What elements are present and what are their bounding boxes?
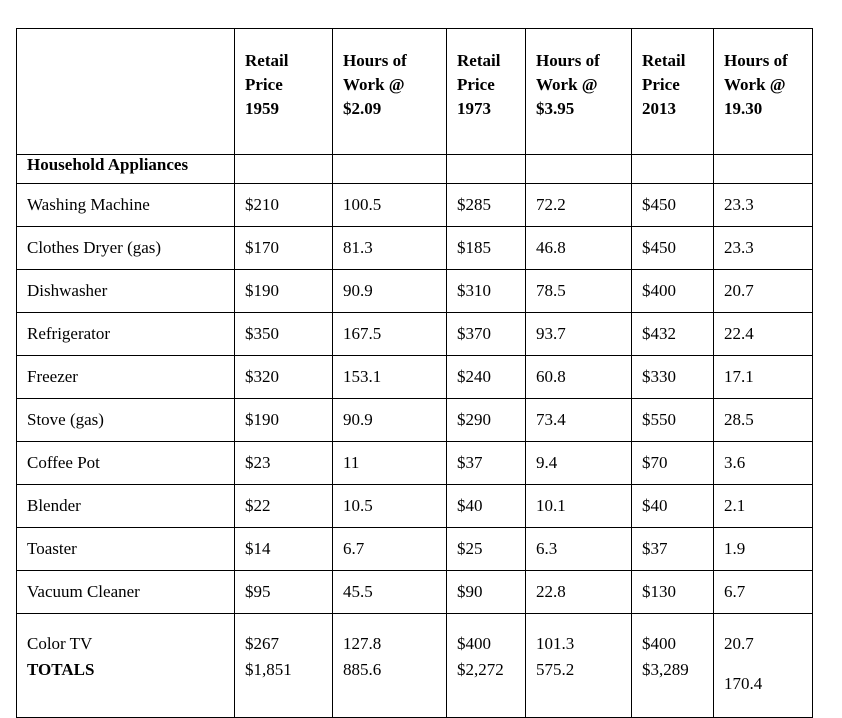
total-value: 575.2 [536,660,575,679]
section-row [17,155,813,184]
table-cell: 93.7 [526,313,632,356]
table-row [17,571,813,614]
table-cell: 90.9 [333,399,447,442]
table-cell: $210 [235,184,333,227]
table-cell [526,614,632,718]
table-cell: $310 [447,270,526,313]
appliance-name-cell: Dishwasher [17,270,235,313]
table-cell: 6.3 [526,528,632,571]
table-cell: $23 [235,442,333,485]
table-cell: $70 [632,442,714,485]
cell-value: $400 [642,634,676,653]
table-cell: $190 [235,399,333,442]
table-cell: $37 [447,442,526,485]
table-cell [235,614,333,718]
header-hours-work-2013: Hours of Work @ 19.30 [714,29,813,155]
appliance-name-cell [17,614,235,718]
empty-cell [447,155,526,184]
cell-value: $400 [457,634,491,653]
appliance-price-table [16,28,813,718]
table-cell: 81.3 [333,227,447,270]
header-corner-cell [17,29,235,155]
table-cell: 22.8 [526,571,632,614]
table-cell: 167.5 [333,313,447,356]
table-cell: 6.7 [333,528,447,571]
table-cell: 28.5 [714,399,813,442]
total-value: 170.4 [724,674,763,693]
table-cell [714,614,813,718]
appliance-name-cell: Vacuum Cleaner [17,571,235,614]
header-row [17,29,813,155]
header-retail-price-2013: Retail Price 2013 [632,29,714,155]
cell-value: $267 [245,634,279,653]
table-cell: 22.4 [714,313,813,356]
table-cell: 10.5 [333,485,447,528]
appliance-name-cell: Washing Machine [17,184,235,227]
table-cell [447,614,526,718]
table-cell: 20.7 [714,270,813,313]
header-retail-price-1973: Retail Price 1973 [447,29,526,155]
table-cell: 46.8 [526,227,632,270]
table-cell: $185 [447,227,526,270]
cell-value: 20.7 [724,634,754,653]
table-row [17,184,813,227]
table-cell: 11 [333,442,447,485]
table-cell: $330 [632,356,714,399]
table-cell: $95 [235,571,333,614]
table-row [17,399,813,442]
table-cell: 6.7 [714,571,813,614]
table-cell: 153.1 [333,356,447,399]
empty-cell [526,155,632,184]
table-cell: 3.6 [714,442,813,485]
table-cell: $90 [447,571,526,614]
table-row [17,528,813,571]
table-cell: 72.2 [526,184,632,227]
table-cell: $22 [235,485,333,528]
totals-label: TOTALS [27,660,95,679]
table-cell: 45.5 [333,571,447,614]
appliance-name-cell: Stove (gas) [17,399,235,442]
table-cell: $550 [632,399,714,442]
table-cell: 73.4 [526,399,632,442]
appliance-name-cell: Toaster [17,528,235,571]
appliance-name-cell: Clothes Dryer (gas) [17,227,235,270]
table-cell: $285 [447,184,526,227]
header-retail-price-1959: Retail Price 1959 [235,29,333,155]
table-cell: 17.1 [714,356,813,399]
table-cell: $350 [235,313,333,356]
total-value: $3,289 [642,660,689,679]
table-cell: 100.5 [333,184,447,227]
table-cell: $400 [632,270,714,313]
table-cell: $25 [447,528,526,571]
table-cell: $170 [235,227,333,270]
table-cell: $290 [447,399,526,442]
table-cell [632,614,714,718]
appliance-name-cell: Coffee Pot [17,442,235,485]
total-value: $2,272 [457,660,504,679]
table-cell: $40 [632,485,714,528]
table-row [17,227,813,270]
cell-value: 101.3 [536,634,575,653]
total-value: 885.6 [343,660,382,679]
header-hours-work-1959: Hours of Work @ $2.09 [333,29,447,155]
table-cell: $320 [235,356,333,399]
table-row [17,270,813,313]
table-cell: 60.8 [526,356,632,399]
empty-cell [333,155,447,184]
table-cell: $40 [447,485,526,528]
empty-cell [235,155,333,184]
table-cell: $190 [235,270,333,313]
table-row [17,356,813,399]
table-cell: 90.9 [333,270,447,313]
section-label: Household Appliances [17,155,235,184]
table-cell: 10.1 [526,485,632,528]
appliance-name: Color TV [27,634,93,653]
table-cell: $37 [632,528,714,571]
empty-cell [714,155,813,184]
table-cell: $14 [235,528,333,571]
appliance-name-cell: Blender [17,485,235,528]
appliance-name-cell: Refrigerator [17,313,235,356]
table-row [17,442,813,485]
table-row [17,313,813,356]
table-cell: $370 [447,313,526,356]
table-row-color-tv-totals [17,614,813,718]
table-cell: 78.5 [526,270,632,313]
table-cell: 2.1 [714,485,813,528]
appliance-name-cell: Freezer [17,356,235,399]
header-hours-work-1973: Hours of Work @ $3.95 [526,29,632,155]
total-value: $1,851 [245,660,292,679]
table-cell: $240 [447,356,526,399]
table-cell: $432 [632,313,714,356]
table-cell: $130 [632,571,714,614]
table-cell: 9.4 [526,442,632,485]
cell-value: 127.8 [343,634,382,653]
table-cell: $450 [632,227,714,270]
table-cell: 23.3 [714,227,813,270]
table-row [17,485,813,528]
table-cell: $450 [632,184,714,227]
table-cell: 23.3 [714,184,813,227]
table-cell [333,614,447,718]
table-cell: 1.9 [714,528,813,571]
empty-cell [632,155,714,184]
